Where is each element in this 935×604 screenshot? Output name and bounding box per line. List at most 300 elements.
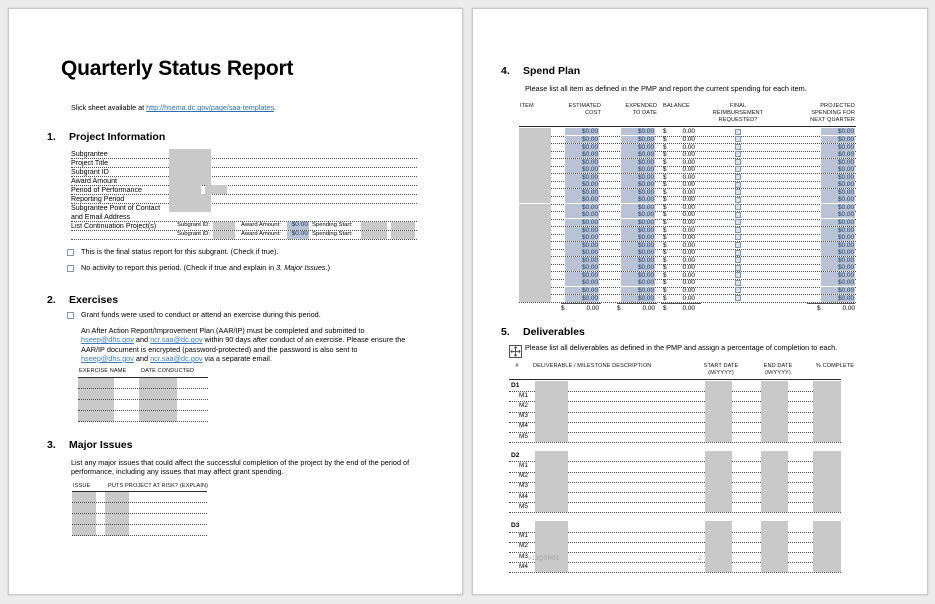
deliverable-percent-complete-input[interactable] — [813, 451, 841, 461]
milestone-percent-complete-input[interactable] — [813, 562, 841, 572]
milestone-start-date-input[interactable] — [705, 422, 732, 432]
spend-final-reimbursement-checkbox[interactable] — [735, 219, 741, 225]
spend-final-reimbursement-checkbox[interactable] — [735, 234, 741, 240]
total-rule-projected — [807, 303, 855, 304]
spend-projected-value[interactable]: $0.00 — [821, 211, 855, 218]
spend-balance-symbol: $ — [663, 211, 667, 219]
deliverables-instruction: Please list all deliverables as defined in the PMP and assign a percentage of completion to each. — [525, 343, 838, 352]
milestone-end-date-input[interactable] — [761, 562, 788, 572]
spend-final-reimbursement-checkbox[interactable] — [735, 242, 741, 248]
ncr-saa-email-link-1[interactable]: ncr.saa@dc.gov — [150, 335, 203, 345]
spend-expended-value[interactable]: $0.00 — [621, 144, 655, 151]
spend-item-input[interactable] — [519, 294, 551, 302]
spend-projected-value[interactable]: $0.00 — [821, 295, 855, 302]
spend-expended-value[interactable]: $0.00 — [621, 204, 655, 211]
spend-item-input[interactable] — [519, 264, 551, 272]
spend-balance-symbol: $ — [663, 234, 667, 242]
page-title: Quarterly Status Report — [61, 57, 294, 80]
issue-input-column[interactable] — [72, 492, 96, 536]
milestone-id: M4 — [519, 562, 528, 570]
deliverable-start-date-input[interactable] — [705, 521, 732, 531]
milestone-end-date-input[interactable] — [761, 391, 788, 401]
milestone-percent-complete-input[interactable] — [813, 432, 841, 442]
milestone-id: M2 — [519, 472, 528, 480]
spend-projected-value[interactable]: $0.00 — [821, 136, 855, 143]
spend-final-reimbursement-checkbox[interactable] — [735, 265, 741, 271]
deliverable-description-input[interactable] — [535, 521, 568, 531]
deliverable-end-date-input[interactable] — [761, 381, 788, 391]
spend-estimated-cost-value[interactable]: $0.00 — [565, 219, 599, 226]
milestone-start-date-input[interactable] — [705, 412, 732, 422]
spend-expended-value[interactable]: $0.00 — [621, 242, 655, 249]
milestone-end-date-input[interactable] — [761, 502, 788, 512]
issue-risk-input-column[interactable] — [105, 492, 129, 536]
deliverable-description-input[interactable] — [535, 381, 568, 391]
spend-final-reimbursement-checkbox[interactable] — [735, 166, 741, 172]
milestone-description-input[interactable] — [535, 492, 568, 502]
section-title: Major Issues — [69, 439, 133, 451]
move-handle-icon[interactable] — [509, 345, 522, 358]
milestone-start-date-input[interactable] — [705, 482, 732, 492]
spend-estimated-cost-value[interactable]: $0.00 — [565, 249, 599, 256]
document-page-1 — [8, 8, 463, 595]
spend-expended-value[interactable]: $0.00 — [621, 136, 655, 143]
milestone-percent-complete-input[interactable] — [813, 502, 841, 512]
spend-item-input[interactable] — [519, 166, 551, 174]
deliverable-percent-complete-input[interactable] — [813, 521, 841, 531]
milestone-start-date-input[interactable] — [705, 472, 732, 482]
deliv-col-num: # — [515, 363, 519, 369]
milestone-id: M3 — [519, 552, 528, 560]
continuation-2-subgrant-id-label: Subgrant ID: — [177, 231, 211, 237]
continuation-1-spending-start-input[interactable] — [361, 222, 387, 230]
spend-expended-value[interactable]: $0.00 — [621, 159, 655, 166]
spend-expended-value[interactable]: $0.00 — [621, 174, 655, 181]
spend-expended-value[interactable]: $0.00 — [621, 151, 655, 158]
hseep-email-link-2[interactable]: hseep@dhs.gov — [81, 353, 134, 363]
milestone-start-date-input[interactable] — [705, 391, 732, 401]
milestone-end-date-input[interactable] — [761, 422, 788, 432]
deliverable-end-date-input[interactable] — [761, 451, 788, 461]
spend-item-input[interactable] — [519, 158, 551, 166]
spend-estimated-cost-value[interactable]: $0.00 — [565, 242, 599, 249]
page-1-content — [9, 9, 462, 594]
exercise-row-rule-3 — [78, 410, 208, 411]
exercise-row-rule-4 — [78, 421, 208, 422]
checkbox-final-status-report[interactable] — [67, 249, 74, 256]
input-point-of-contact[interactable] — [169, 203, 211, 212]
section-title: Exercises — [69, 294, 119, 306]
spend-balance-value: 0.00 — [682, 264, 695, 272]
continuation-2-spending-start-label: Spending Start: — [312, 231, 353, 237]
section-number: 5. — [501, 326, 510, 338]
spend-projected-value[interactable]: $0.00 — [821, 151, 855, 158]
spend-estimated-cost-value[interactable]: $0.00 — [565, 159, 599, 166]
spend-estimated-cost-value[interactable]: $0.00 — [565, 295, 599, 302]
spend-estimated-cost-value[interactable]: $0.00 — [565, 272, 599, 279]
spend-expended-value[interactable]: $0.00 — [621, 196, 655, 203]
continuation-2-award-amount-label: Award Amount: — [241, 231, 281, 237]
spend-col-final-reimb-l3: REQUESTED? — [718, 117, 758, 123]
continuation-1-award-amount-label: Award Amount: — [241, 222, 281, 228]
aar-line-1: An After Action Report/Improvement Plan (AAR/IP) must be completed and submitted to — [81, 326, 365, 335]
field-label-point-of-contact: Subgrantee Point of Contact — [71, 204, 161, 212]
total-rule-expended — [617, 303, 657, 304]
continuation-1-subgrant-id-input[interactable] — [213, 222, 235, 230]
spend-estimated-cost-value[interactable]: $0.00 — [565, 196, 599, 203]
spend-final-reimbursement-checkbox[interactable] — [735, 250, 741, 256]
spend-projected-value[interactable]: $0.00 — [821, 242, 855, 249]
section-heading-spend-plan — [501, 65, 580, 77]
milestone-percent-complete-input[interactable] — [813, 542, 841, 552]
spend-projected-value[interactable]: $0.00 — [821, 257, 855, 264]
exercise-name-input-column[interactable] — [78, 378, 114, 422]
milestone-start-date-input[interactable] — [705, 461, 732, 471]
spend-col-projected-l1: PROJECTED — [820, 103, 855, 109]
checkbox-no-activity[interactable] — [67, 265, 74, 272]
spend-expended-value[interactable]: $0.00 — [621, 295, 655, 302]
milestone-percent-complete-input[interactable] — [813, 422, 841, 432]
milestone-percent-complete-input[interactable] — [813, 532, 841, 542]
spend-projected-value[interactable]: $0.00 — [821, 234, 855, 241]
spend-final-reimbursement-checkbox[interactable] — [735, 280, 741, 286]
spend-item-input[interactable] — [519, 181, 551, 189]
milestone-description-input[interactable] — [535, 391, 568, 401]
spend-projected-value[interactable]: $0.00 — [821, 159, 855, 166]
hseep-email-link-1[interactable]: hseep@dhs.gov — [81, 335, 134, 345]
spend-expended-value[interactable]: $0.00 — [621, 264, 655, 271]
continuation-1-spending-start-label: Spending Start: — [312, 222, 353, 228]
milestone-end-date-input[interactable] — [761, 532, 788, 542]
section-heading-deliverables — [501, 326, 585, 338]
spend-projected-value[interactable]: $0.00 — [821, 196, 855, 203]
spend-projected-value[interactable]: $0.00 — [821, 128, 855, 135]
input-period-of-performance-end[interactable] — [205, 185, 227, 194]
spend-item-input[interactable] — [519, 234, 551, 242]
milestone-start-date-input[interactable] — [705, 562, 732, 572]
milestone-end-date-input[interactable] — [761, 432, 788, 442]
milestone-percent-complete-input[interactable] — [813, 401, 841, 411]
milestone-percent-complete-input[interactable] — [813, 391, 841, 401]
milestone-description-input[interactable] — [535, 432, 568, 442]
spend-balance-value: 0.00 — [682, 143, 695, 151]
milestone-description-input[interactable] — [535, 502, 568, 512]
spend-balance-symbol: $ — [663, 271, 667, 279]
deliverable-description-input[interactable] — [535, 451, 568, 461]
spend-item-input[interactable] — [519, 219, 551, 227]
spend-item-input[interactable] — [519, 204, 551, 212]
deliv-col-end-date-l2: (M/YYYY) — [765, 370, 791, 376]
spend-item-input[interactable] — [519, 128, 551, 136]
input-subgrantee[interactable] — [169, 149, 211, 158]
input-subgrant-id[interactable] — [169, 167, 211, 176]
spend-item-input[interactable] — [519, 287, 551, 295]
milestone-description-input[interactable] — [535, 422, 568, 432]
input-award-amount[interactable] — [169, 176, 211, 185]
field-label-reporting-period: Reporting Period — [71, 195, 125, 203]
spend-balance-symbol: $ — [663, 256, 667, 264]
milestone-end-date-input[interactable] — [761, 461, 788, 471]
spend-expended-value[interactable]: $0.00 — [621, 128, 655, 135]
milestone-id: M2 — [519, 542, 528, 550]
input-period-of-performance-start[interactable] — [169, 185, 201, 194]
exercise-row-rule-1 — [78, 388, 208, 389]
spend-final-reimbursement-checkbox[interactable] — [735, 174, 741, 180]
spend-item-input[interactable] — [519, 279, 551, 287]
spend-projected-value[interactable]: $0.00 — [821, 227, 855, 234]
spend-final-reimbursement-checkbox[interactable] — [735, 272, 741, 278]
spend-expended-value[interactable]: $0.00 — [621, 287, 655, 294]
issues-row-rule-4 — [72, 535, 207, 536]
spend-estimated-cost-value[interactable]: $0.00 — [565, 257, 599, 264]
milestone-description-input[interactable] — [535, 532, 568, 542]
major-issues-paragraph — [71, 458, 421, 477]
deliverable-end-date-input[interactable] — [761, 521, 788, 531]
section-heading-project-information — [47, 131, 165, 143]
milestone-id: M4 — [519, 422, 528, 430]
spend-final-reimbursement-checkbox[interactable] — [735, 144, 741, 150]
spend-col-final-reimb-l2: REIMBURSEMENT — [712, 110, 764, 116]
spend-item-input[interactable] — [519, 196, 551, 204]
spend-col-expended-l2: TO DATE — [632, 110, 657, 116]
spend-estimated-cost-value[interactable]: $0.00 — [565, 234, 599, 241]
spend-estimated-cost-value[interactable]: $0.00 — [565, 181, 599, 188]
deliverable-start-date-input[interactable] — [705, 381, 732, 391]
spend-final-reimbursement-checkbox[interactable] — [735, 212, 741, 218]
spend-expended-value[interactable]: $0.00 — [621, 166, 655, 173]
spend-final-reimbursement-checkbox[interactable] — [735, 197, 741, 203]
spend-balance-symbol: $ — [663, 226, 667, 234]
spend-estimated-cost-value[interactable]: $0.00 — [565, 204, 599, 211]
spend-balance-value: 0.00 — [682, 151, 695, 159]
continuation-1-award-amount-value[interactable]: $0.00 — [287, 222, 309, 230]
footer-version: v13QSR01 — [528, 555, 560, 562]
rule-award-amount — [71, 185, 417, 186]
milestone-id: M3 — [519, 482, 528, 490]
spend-balance-value: 0.00 — [682, 271, 695, 279]
section-number: 4. — [501, 65, 510, 77]
spend-final-reimbursement-checkbox[interactable] — [735, 287, 741, 293]
issues-table-header-issue: ISSUE — [73, 483, 91, 489]
continuation-2-spending-end-input[interactable] — [391, 231, 415, 239]
spend-final-reimbursement-checkbox[interactable] — [735, 182, 741, 188]
spend-balance-symbol: $ — [663, 151, 667, 159]
spend-estimated-cost-value[interactable]: $0.00 — [565, 174, 599, 181]
field-label-project-title: Project Title — [71, 159, 109, 167]
spend-final-reimbursement-checkbox[interactable] — [735, 136, 741, 142]
milestone-percent-complete-input[interactable] — [813, 492, 841, 502]
spend-item-input[interactable] — [519, 256, 551, 264]
exercise-table-header-date: DATE CONDUCTED — [141, 368, 195, 374]
spend-projected-value[interactable]: $0.00 — [821, 144, 855, 151]
milestone-start-date-input[interactable] — [705, 492, 732, 502]
continuation-2-award-amount-value[interactable]: $0.00 — [287, 231, 309, 239]
field-label-subgrantee: Subgrantee — [71, 150, 108, 158]
spend-item-input[interactable] — [519, 241, 551, 249]
input-reporting-period[interactable] — [169, 194, 211, 203]
spend-expended-value[interactable]: $0.00 — [621, 181, 655, 188]
spend-expended-value[interactable]: $0.00 — [621, 249, 655, 256]
spend-projected-value[interactable]: $0.00 — [821, 189, 855, 196]
exercise-date-input-column[interactable] — [139, 378, 177, 422]
continuation-1-subgrant-id-label: Subgrant ID: — [177, 222, 211, 228]
milestone-description-input[interactable] — [535, 482, 568, 492]
milestone-percent-complete-input[interactable] — [813, 482, 841, 492]
spend-balance-symbol: $ — [663, 143, 667, 151]
spend-projected-value[interactable]: $0.00 — [821, 272, 855, 279]
deliverable-start-date-input[interactable] — [705, 451, 732, 461]
section-number: 3. — [47, 439, 56, 451]
spend-estimated-cost-value[interactable]: $0.00 — [565, 264, 599, 271]
spend-col-projected-l3: NEXT QUARTER — [810, 117, 855, 123]
checkbox-label-no-activity — [81, 263, 330, 272]
spend-final-reimbursement-checkbox[interactable] — [735, 227, 741, 233]
spend-final-reimbursement-checkbox[interactable] — [735, 204, 741, 210]
spend-estimated-cost-value[interactable]: $0.00 — [565, 227, 599, 234]
spend-balance-symbol: $ — [663, 173, 667, 181]
milestone-end-date-input[interactable] — [761, 412, 788, 422]
milestone-description-input[interactable] — [535, 401, 568, 411]
spend-expended-value[interactable]: $0.00 — [621, 189, 655, 196]
spend-item-input[interactable] — [519, 226, 551, 234]
spend-estimated-cost-value[interactable]: $0.00 — [565, 128, 599, 135]
spend-estimated-cost-value[interactable]: $0.00 — [565, 287, 599, 294]
spend-col-estimated-cost-l1: ESTIMATED — [568, 103, 601, 109]
slick-sheet-link[interactable]: http://hsema.dc.gov/page/saa-templates — [146, 103, 274, 112]
spend-item-input[interactable] — [519, 173, 551, 181]
spend-final-reimbursement-checkbox[interactable] — [735, 129, 741, 135]
milestone-start-date-input[interactable] — [705, 502, 732, 512]
ncr-saa-email-link-2[interactable]: ncr.saa@dc.gov — [150, 353, 203, 363]
spend-projected-value[interactable]: $0.00 — [821, 181, 855, 188]
spend-estimated-cost-value[interactable]: $0.00 — [565, 144, 599, 151]
milestone-id: M1 — [519, 532, 528, 540]
deliverable-percent-complete-input[interactable] — [813, 381, 841, 391]
deliverable-id: D2 — [511, 451, 520, 459]
deliverable-id: D1 — [511, 381, 520, 389]
spend-final-reimbursement-checkbox[interactable] — [735, 189, 741, 195]
spend-balance-value: 0.00 — [682, 135, 695, 143]
page-2-content — [473, 9, 927, 594]
spend-projected-value[interactable]: $0.00 — [821, 287, 855, 294]
spend-final-reimbursement-checkbox[interactable] — [735, 151, 741, 157]
spend-projected-value[interactable]: $0.00 — [821, 174, 855, 181]
spend-projected-value[interactable]: $0.00 — [821, 219, 855, 226]
spend-estimated-cost-value[interactable]: $0.00 — [565, 211, 599, 218]
checkbox-grant-funds-exercise[interactable] — [67, 312, 74, 319]
spend-balance-symbol: $ — [663, 181, 667, 189]
rule-period-of-performance — [71, 194, 417, 195]
milestone-end-date-input[interactable] — [761, 401, 788, 411]
spend-estimated-cost-value[interactable]: $0.00 — [565, 136, 599, 143]
spend-projected-value[interactable]: $0.00 — [821, 166, 855, 173]
input-project-title[interactable] — [169, 158, 211, 167]
milestone-description-input[interactable] — [535, 562, 568, 572]
spend-balance-symbol: $ — [663, 219, 667, 226]
spend-item-input[interactable] — [519, 188, 551, 196]
spend-balance-value: 0.00 — [682, 128, 695, 136]
spend-final-reimbursement-checkbox[interactable] — [735, 159, 741, 165]
spend-expended-value[interactable]: $0.00 — [621, 219, 655, 226]
spend-balance-symbol: $ — [663, 166, 667, 174]
spend-estimated-cost-value[interactable]: $0.00 — [565, 279, 599, 286]
spend-col-balance: BALANCE — [663, 103, 690, 109]
spend-expended-value[interactable]: $0.00 — [621, 279, 655, 286]
spend-expended-value[interactable]: $0.00 — [621, 227, 655, 234]
spend-balance-symbol: $ — [663, 158, 667, 166]
milestone-percent-complete-input[interactable] — [813, 412, 841, 422]
aar-line-3: AAR/IP document is encrypted (password-protected) and the password is also sent to — [81, 344, 358, 354]
field-label-award-amount: Award Amount — [71, 177, 118, 185]
total-balance-value: 0.00 — [682, 304, 695, 312]
checkbox-label-grant-funds-exercise: Grant funds were used to conduct or attend an exercise during this period. — [81, 310, 321, 319]
spend-estimated-cost-value[interactable]: $0.00 — [565, 189, 599, 196]
continuation-1-spending-end-input[interactable] — [391, 222, 415, 230]
total-balance-symbol: $ — [663, 304, 667, 312]
milestone-end-date-input[interactable] — [761, 542, 788, 552]
section-title: Project Information — [69, 131, 166, 143]
milestone-start-date-input[interactable] — [705, 532, 732, 542]
milestone-end-date-input[interactable] — [761, 492, 788, 502]
spend-estimated-cost-value[interactable]: $0.00 — [565, 151, 599, 158]
spend-projected-value[interactable]: $0.00 — [821, 204, 855, 211]
milestone-percent-complete-input[interactable] — [813, 461, 841, 471]
milestone-id: M4 — [519, 492, 528, 500]
milestone-description-input[interactable] — [535, 472, 568, 482]
spend-estimated-cost-value[interactable]: $0.00 — [565, 166, 599, 173]
milestone-percent-complete-input[interactable] — [813, 472, 841, 482]
milestone-description-input[interactable] — [535, 542, 568, 552]
total-projected-value: 0.00 — [842, 304, 855, 312]
section-heading-major-issues — [47, 439, 133, 451]
spend-balance-symbol: $ — [663, 128, 667, 136]
milestone-start-date-input[interactable] — [705, 432, 732, 442]
aar-line-4-rest: via a separate email. — [202, 353, 272, 363]
milestone-description-input[interactable] — [535, 461, 568, 471]
spend-balance-symbol: $ — [663, 188, 667, 196]
milestone-end-date-input[interactable] — [761, 482, 788, 492]
spend-expended-value[interactable]: $0.00 — [621, 211, 655, 218]
milestone-description-input[interactable] — [535, 412, 568, 422]
milestone-start-date-input[interactable] — [705, 401, 732, 411]
continuation-2-subgrant-id-input[interactable] — [213, 231, 235, 239]
issues-row-rule-3 — [72, 524, 207, 525]
spend-projected-value[interactable]: $0.00 — [821, 279, 855, 286]
spend-item-input[interactable] — [519, 143, 551, 151]
rule-project-title — [71, 167, 417, 168]
spend-item-input[interactable] — [519, 211, 551, 219]
spend-expended-value[interactable]: $0.00 — [621, 257, 655, 264]
spend-projected-value[interactable]: $0.00 — [821, 264, 855, 271]
spend-item-input[interactable] — [519, 271, 551, 279]
aar-and-2: and — [133, 353, 151, 363]
spend-expended-value[interactable]: $0.00 — [621, 272, 655, 279]
spend-item-input[interactable] — [519, 151, 551, 159]
spend-final-reimbursement-checkbox[interactable] — [735, 257, 741, 263]
milestone-start-date-input[interactable] — [705, 542, 732, 552]
section-title: Spend Plan — [523, 65, 581, 77]
spend-final-reimbursement-checkbox[interactable] — [735, 295, 741, 301]
spend-balance-symbol: $ — [663, 249, 667, 257]
spend-projected-value[interactable]: $0.00 — [821, 249, 855, 256]
no-activity-text-before: No activity to report this period. (Check if true and explain in — [81, 263, 277, 272]
spend-item-input[interactable] — [519, 249, 551, 257]
major-issues-line-1: List any major issues that could affect the successful completion of the project by the end of the period of — [71, 458, 410, 467]
spend-expended-value[interactable]: $0.00 — [621, 234, 655, 241]
continuation-2-spending-start-input[interactable] — [361, 231, 387, 239]
spend-item-input[interactable] — [519, 136, 551, 144]
milestone-end-date-input[interactable] — [761, 472, 788, 482]
